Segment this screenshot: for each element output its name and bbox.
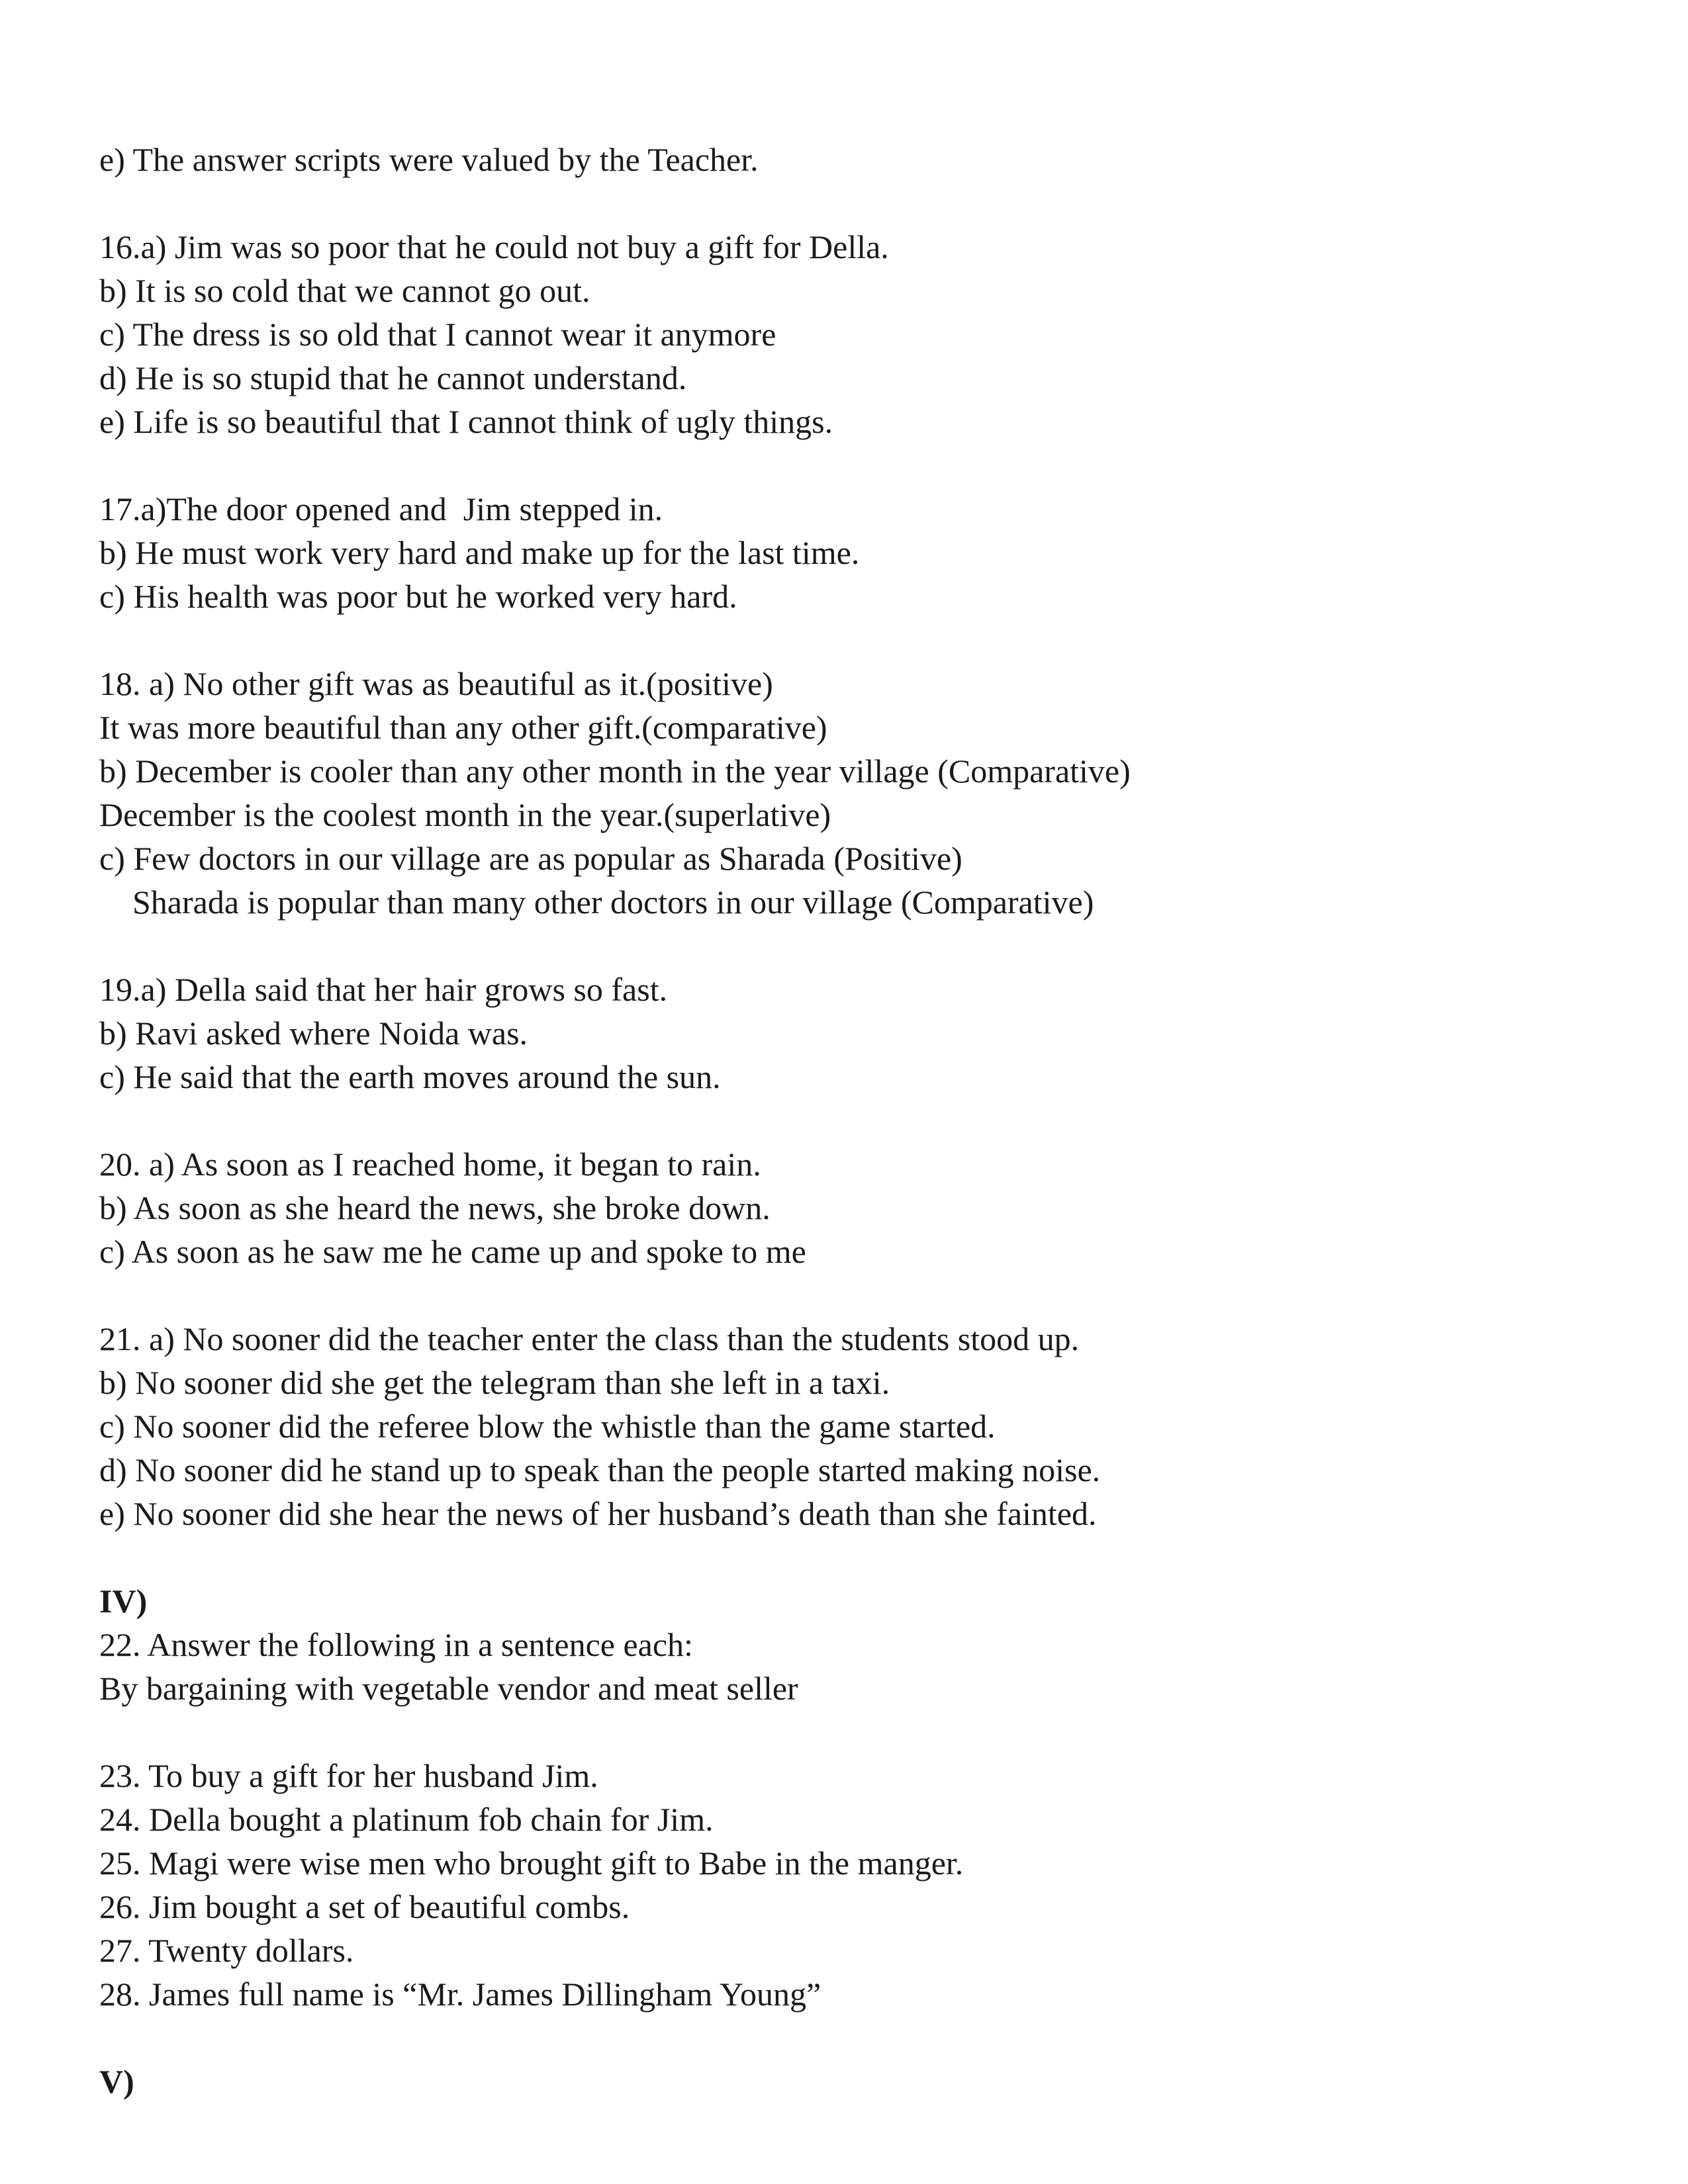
answer-20a: 20. a) As soon as I reached home, it began to rain. — [99, 1146, 761, 1183]
answer-21e: e) No sooner did she hear the news of her husband’s death than she fainted. — [99, 1495, 1097, 1532]
answer-26: 26. Jim bought a set of beautiful combs. — [99, 1888, 630, 1925]
answer-20c: c) As soon as he saw me he came up and spoke to me — [99, 1233, 806, 1270]
answer-21a: 21. a) No sooner did the teacher enter the class than the students stood up. — [99, 1320, 1080, 1357]
answer-16e: e) Life is so beautiful that I cannot think of ugly things. — [99, 403, 833, 440]
document-page — [99, 138, 1589, 2103]
section-heading-v: V) — [99, 2063, 134, 2100]
spacer — [99, 924, 1589, 968]
spacer — [99, 2016, 1589, 2060]
section-heading-iv: IV) — [99, 1582, 148, 1619]
answer-19c: c) He said that the earth moves around the sun. — [99, 1058, 721, 1095]
answer-18c-positive: c) Few doctors in our village are as popular as Sharada (Positive) — [99, 840, 962, 877]
answer-17a: 17.a)The door opened and Jim stepped in. — [99, 490, 663, 527]
answer-16d: d) He is so stupid that he cannot understand. — [99, 359, 687, 396]
answer-28: 28. James full name is “Mr. James Dillingham Young” — [99, 1976, 821, 2013]
answer-20b: b) As soon as she heard the news, she broke down. — [99, 1189, 771, 1226]
answer-21d: d) No sooner did he stand up to speak than the people started making noise. — [99, 1451, 1101, 1488]
spacer — [99, 443, 1589, 487]
answer-18a-comparative: It was more beautiful than any other gift.(comparative) — [99, 709, 827, 746]
answer-18a-positive: 18. a) No other gift was as beautiful as it.(positive) — [99, 665, 773, 702]
answer-15e: e) The answer scripts were valued by the Teacher. — [99, 141, 759, 178]
answer-16a: 16.a) Jim was so poor that he could not buy a gift for Della. — [99, 228, 889, 265]
answer-21b: b) No sooner did she get the telegram than she left in a taxi. — [99, 1364, 890, 1401]
answer-25: 25. Magi were wise men who brought gift to Babe in the manger. — [99, 1844, 964, 1882]
spacer — [99, 1710, 1589, 1754]
answer-18b-superlative: December is the coolest month in the year.(superlative) — [99, 796, 831, 833]
answer-16b: b) It is so cold that we cannot go out. — [99, 272, 590, 309]
answer-24: 24. Della bought a platinum fob chain for Jim. — [99, 1801, 714, 1838]
spacer — [99, 1273, 1589, 1317]
answer-18c-comparative: Sharada is popular than many other doctors in our village (Comparative) — [132, 884, 1094, 921]
spacer — [99, 618, 1589, 662]
answer-16c: c) The dress is so old that I cannot wear it anymore — [99, 316, 776, 353]
answer-17c: c) His health was poor but he worked very hard. — [99, 578, 737, 615]
answer-18b-comparative: b) December is cooler than any other month in the year village (Comparative) — [99, 752, 1131, 790]
answer-19a: 19.a) Della said that her hair grows so fast. — [99, 971, 668, 1008]
answer-23: 23. To buy a gift for her husband Jim. — [99, 1757, 598, 1794]
answer-22: By bargaining with vegetable vendor and meat seller — [99, 1670, 798, 1707]
answer-19b: b) Ravi asked where Noida was. — [99, 1015, 528, 1052]
spacer — [99, 181, 1589, 225]
answer-17b: b) He must work very hard and make up for the last time. — [99, 534, 860, 571]
answer-21c: c) No sooner did the referee blow the whistle than the game started. — [99, 1408, 996, 1445]
spacer — [99, 1535, 1589, 1579]
question-22-instruction: 22. Answer the following in a sentence each: — [99, 1626, 693, 1663]
spacer — [99, 1099, 1589, 1142]
answer-27: 27. Twenty dollars. — [99, 1932, 354, 1969]
